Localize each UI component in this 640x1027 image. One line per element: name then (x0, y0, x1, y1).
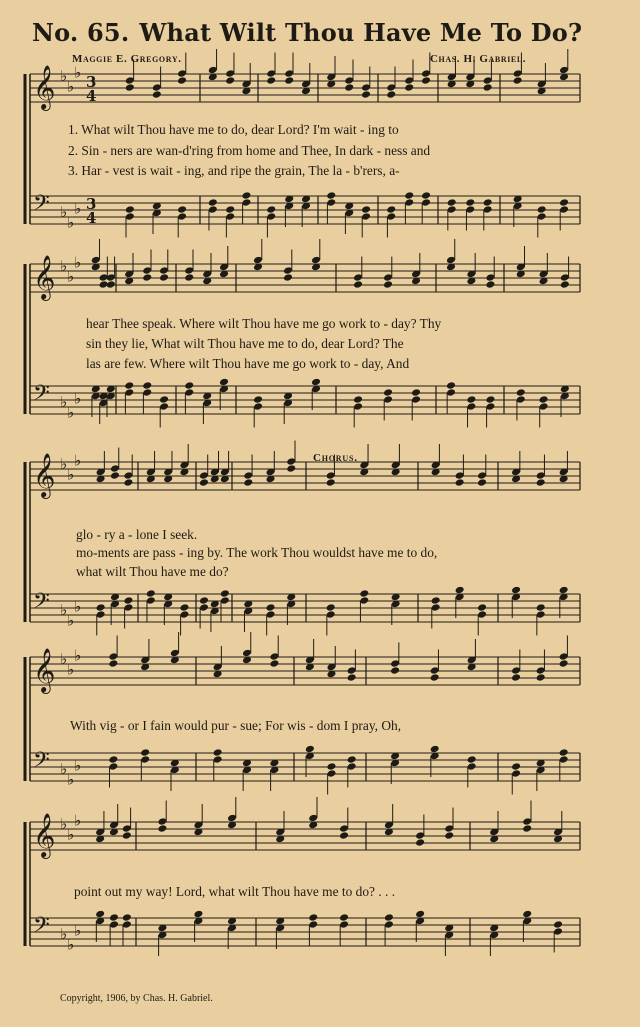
lyric-line: las are few. Where wilt Thou have me go work to - day, And (86, 356, 410, 371)
note-head (415, 838, 425, 847)
note-head (123, 478, 133, 487)
flat-icon: ♭ (67, 213, 75, 232)
note-head (477, 603, 487, 612)
note-head (326, 762, 336, 771)
note-head (511, 762, 521, 771)
note-head (390, 666, 400, 675)
note-head (110, 471, 120, 480)
hymn-heading (32, 18, 582, 47)
note-head (455, 586, 465, 595)
note-head (326, 191, 336, 200)
treble-clef-icon: 𝄞 (33, 813, 56, 857)
lyric-line: With vig - or I fain would pur - sue; For wis - dom I pray, Oh, (70, 718, 402, 733)
lyric-line: 2. Sin - ners are wan-d'ring from home and Thee, In dark - ness and (68, 143, 431, 158)
note-head (179, 603, 189, 612)
flat-icon: ♭ (74, 199, 82, 218)
time-signature-bottom: 4 (86, 87, 97, 105)
note-head (253, 395, 263, 404)
flat-icon: ♭ (67, 935, 75, 954)
flat-icon: ♭ (60, 601, 68, 619)
note-head (446, 381, 456, 390)
note-head (359, 589, 369, 598)
flat-icon: ♭ (60, 203, 68, 221)
note-head (347, 673, 357, 682)
note-head (536, 673, 546, 682)
note-head (109, 913, 119, 922)
note-head (122, 831, 132, 840)
note-head (431, 596, 441, 605)
note-head (339, 831, 349, 840)
flat-icon: ♭ (74, 756, 82, 775)
flat-icon: ♭ (60, 815, 68, 833)
note-head (404, 83, 414, 92)
flat-icon: ♭ (74, 921, 82, 940)
treble-clef-icon: 𝄞 (33, 453, 56, 497)
flat-icon: ♭ (74, 253, 82, 272)
note-head (430, 745, 440, 754)
note-head (386, 90, 396, 99)
note-head (146, 589, 156, 598)
hymn-number: No. 65. (32, 18, 130, 47)
note-head (539, 395, 549, 404)
note-head (125, 83, 135, 92)
flat-icon: ♭ (67, 77, 75, 96)
flat-icon: ♭ (67, 465, 75, 484)
flat-icon: ♭ (74, 811, 82, 830)
note-head (125, 205, 135, 214)
note-head (266, 205, 276, 214)
flat-icon: ♭ (60, 67, 68, 85)
lyric-line: hear Thee speak. Where wilt Thou have me go work to - day? Thy (86, 316, 442, 331)
note-head (152, 90, 162, 99)
flat-icon: ♭ (74, 389, 82, 408)
note-head (466, 395, 476, 404)
composer-credit: Chas. H. Gabriel. (430, 53, 527, 65)
flat-icon: ♭ (60, 760, 68, 778)
note-head (283, 273, 293, 282)
note-head (142, 273, 152, 282)
note-head (305, 745, 315, 754)
note-head (243, 478, 253, 487)
lyric-line: mo-ments are pass - ing by. The work Thou wouldst have me to do, (76, 545, 438, 560)
note-head (511, 673, 521, 682)
note-head (353, 280, 363, 289)
note-head (108, 659, 118, 668)
note-head (522, 910, 532, 919)
flat-icon: ♭ (67, 660, 75, 679)
note-head (483, 83, 493, 92)
note-head (513, 76, 523, 85)
note-head (455, 478, 465, 487)
bass-clef-icon: 𝄢 (33, 381, 50, 411)
note-head (123, 596, 133, 605)
note-head (241, 191, 251, 200)
bass-clef-icon: 𝄢 (33, 589, 50, 619)
flat-icon: ♭ (60, 393, 68, 411)
lyric-line: 1. What wilt Thou have me to do, dear Lord? I'm wait - ing to (68, 122, 399, 137)
note-head (361, 205, 371, 214)
note-head (159, 273, 169, 282)
flat-icon: ♭ (60, 257, 68, 275)
note-head (384, 913, 394, 922)
time-signature-top: 3 (86, 73, 97, 91)
flat-icon: ♭ (74, 646, 82, 665)
note-head (559, 659, 569, 668)
flat-icon: ♭ (67, 403, 75, 422)
note-head (415, 910, 425, 919)
flat-icon: ♭ (74, 597, 82, 616)
note-head (430, 673, 440, 682)
time-signature-bottom: 4 (86, 209, 97, 227)
note-head (308, 913, 318, 922)
note-head (311, 378, 321, 387)
note-head (411, 388, 421, 397)
note-head (326, 603, 336, 612)
note-head (199, 478, 209, 487)
note-head (213, 748, 223, 757)
lyric-line: 3. Har - vest is wait - ing, and ripe the grain, The la - b'rers, a- (68, 163, 400, 178)
note-head (142, 381, 152, 390)
note-head (536, 478, 546, 487)
note-head (537, 205, 547, 214)
note-head (511, 586, 521, 595)
author-credit: Maggie E. Gregory. (72, 53, 182, 65)
treble-clef-icon: 𝄞 (33, 648, 56, 692)
note-head (522, 824, 532, 833)
flat-icon: ♭ (67, 825, 75, 844)
note-head (266, 603, 276, 612)
note-head (95, 910, 105, 919)
note-head (467, 755, 477, 764)
note-head (177, 76, 187, 85)
note-head (225, 76, 235, 85)
note-head (344, 83, 354, 92)
note-head (199, 596, 209, 605)
note-head (219, 378, 229, 387)
note-head (122, 913, 132, 922)
note-head (560, 280, 570, 289)
note-head (516, 388, 526, 397)
hymn-title: What Wilt Thou Have Me To Do? (139, 18, 583, 47)
chorus-label: Chorus. (313, 452, 358, 464)
copyright-notice: Copyright, 1906, by Chas. H. Gabriel. (60, 993, 213, 1004)
note-head (193, 910, 203, 919)
note-head (347, 755, 357, 764)
note-head (404, 191, 414, 200)
note-head (326, 478, 336, 487)
note-head (106, 280, 116, 289)
note-head (421, 76, 431, 85)
note-head (157, 824, 167, 833)
note-head (225, 205, 235, 214)
note-head (266, 76, 276, 85)
note-head (383, 388, 393, 397)
flat-icon: ♭ (60, 455, 68, 473)
note-head (159, 395, 169, 404)
note-head (421, 191, 431, 200)
note-head (483, 198, 493, 207)
note-head (96, 603, 106, 612)
lyric-line: point out my way! Lord, what wilt Thou have me to do? . . . (74, 884, 396, 899)
lyric-line: what wilt Thou have me do? (76, 564, 229, 579)
note-head (553, 920, 563, 929)
bass-clef-icon: 𝄢 (33, 748, 50, 778)
note-head (353, 395, 363, 404)
note-head (536, 603, 546, 612)
flat-icon: ♭ (67, 611, 75, 630)
lyric-line: glo - ry a - lone I seek. (76, 527, 198, 542)
note-head (447, 198, 457, 207)
note-head (485, 280, 495, 289)
flat-icon: ♭ (67, 267, 75, 286)
note-head (177, 205, 187, 214)
flat-icon: ♭ (74, 451, 82, 470)
note-head (477, 478, 487, 487)
treble-clef-icon: 𝄞 (33, 255, 56, 299)
time-signature-top: 3 (86, 195, 97, 213)
bass-clef-icon: 𝄢 (33, 191, 50, 221)
note-head (184, 381, 194, 390)
note-head (339, 913, 349, 922)
lyric-line: sin they lie, What wilt Thou have me to do, dear Lord? The (86, 336, 404, 351)
flat-icon: ♭ (67, 770, 75, 789)
flat-icon: ♭ (60, 650, 68, 668)
flat-icon: ♭ (74, 63, 82, 82)
note-head (559, 586, 569, 595)
note-head (184, 273, 194, 282)
note-head (124, 381, 134, 390)
note-head (559, 748, 569, 757)
note-head (465, 198, 475, 207)
note-head (485, 395, 495, 404)
note-head (220, 589, 230, 598)
note-head (208, 198, 218, 207)
flat-icon: ♭ (60, 925, 68, 943)
note-head (386, 205, 396, 214)
bass-clef-icon: 𝄢 (33, 913, 50, 943)
treble-clef-icon: 𝄞 (33, 65, 56, 109)
note-head (140, 748, 150, 757)
note-head (383, 280, 393, 289)
note-head (286, 464, 296, 473)
note-head (444, 831, 454, 840)
note-head (284, 76, 294, 85)
note-head (269, 659, 279, 668)
note-head (108, 755, 118, 764)
note-head (559, 198, 569, 207)
note-head (361, 90, 371, 99)
